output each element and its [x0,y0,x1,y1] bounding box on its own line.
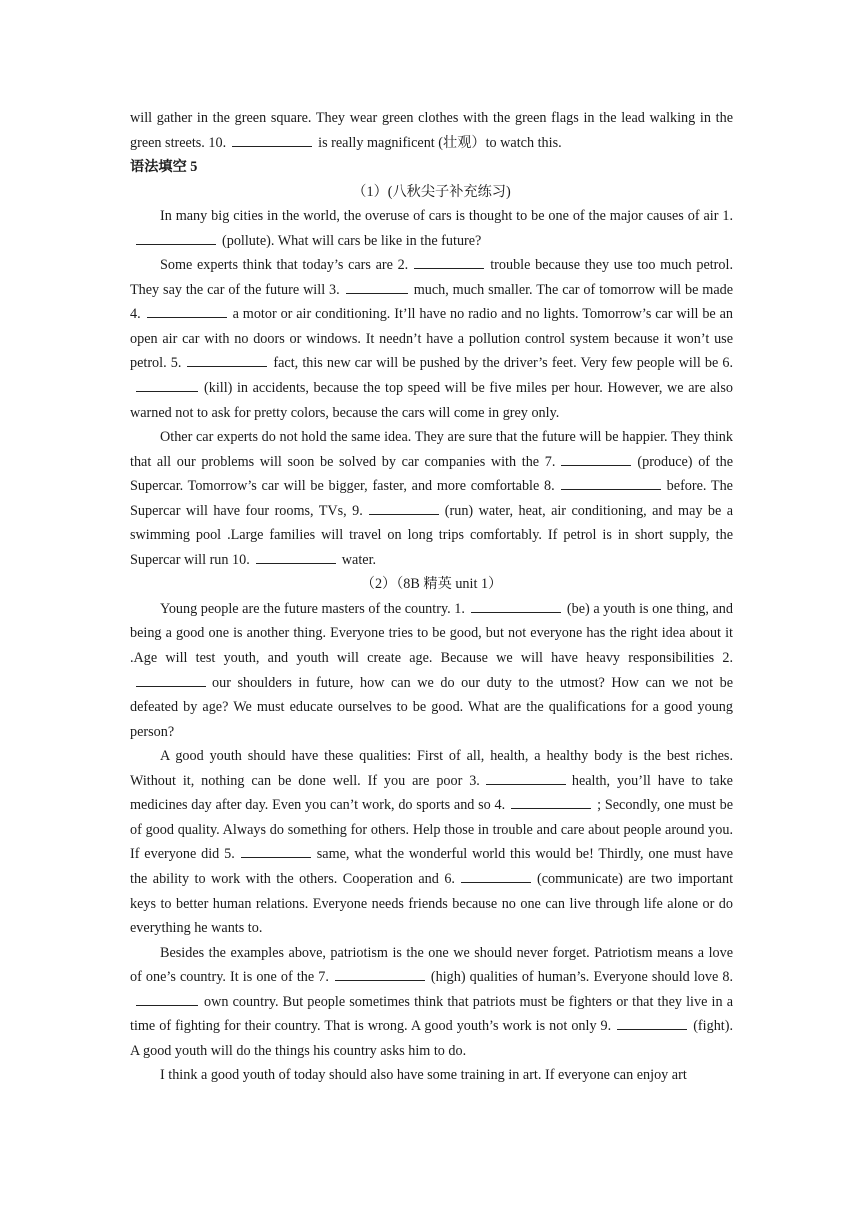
answer-blank-s1-10[interactable] [256,548,336,564]
s2p3-text-b: (high) qualities of human’s. Everyone should love 8. [430,969,733,986]
answer-blank-s2-8[interactable] [136,990,198,1006]
answer-blank-s1-6[interactable] [136,376,198,392]
s2p3-text-a: Besides the examples above, patriotism is the one we should never forget. Patriotism means a love of one’s country. It is one of the 7. [130,944,733,986]
s2p2-text-c: ; Secondly, one must be of good quality. Always do something for others. Help those in trouble and care about people around you. If everyone did 5. [130,797,733,863]
intro-text-a: will gather in the green square. They wear green clothes with the green flags in the lead walking in the green streets. 10. [130,110,733,151]
section-1-paragraph-2 [130,253,733,425]
section-2-paragraph-3 [130,941,733,1064]
answer-blank-s1-5[interactable] [187,351,267,367]
section-2-title: （2）（8B 精英 unit 1） [360,576,503,593]
section-1-title: （1）(八秋尖子补充练习) [352,183,511,200]
answer-blank-s2-7[interactable] [335,965,425,981]
intro-text-b: is really magnificent (壮观）to watch this. [318,134,562,151]
s1p3-text-e: water. [341,551,377,568]
answer-blank-s2-6[interactable] [461,867,531,883]
s1p3-text-c: before. The Supercar will have four rooms, TVs, 9. [130,478,733,519]
s2p2-text-d: same, what the wonderful world this would be! Thirdly, one must have the ability to work with the others. Cooperation and 6. [130,846,733,887]
answer-blank-s2-4[interactable] [511,793,591,809]
s2p1-text-a: Young people are the future masters of the country. 1. [160,600,465,617]
answer-blank-s2-2[interactable] [136,671,206,687]
answer-blank-s2-3[interactable] [486,769,566,785]
s1p1-text-b: (pollute). What will cars be like in the future? [222,232,482,249]
answer-blank-s1-8[interactable] [561,474,661,490]
s2p2-text-a: A good youth should have these qualities: First of all, health, a healthy body is the best riches. Without it, nothing can be done well. If you are poor 3. [130,748,733,789]
s2p1-text-c: our shoulders in future, how can we do our duty to the utmost? How can we not be defeated by age? We must educate ourselves to be good. What are the qualifications for a good young person? [130,674,733,740]
section-heading: 语法填空 5 [130,159,198,176]
answer-blank-10[interactable] [232,131,312,147]
answer-blank-s1-1[interactable] [136,229,216,245]
section-2-paragraph-2 [130,744,733,940]
s1p2-text-c: much, much smaller. The car of tomorrow will be made 4. [130,281,734,323]
s1p3-text-a: Other car experts do not hold the same idea. They are sure that the future will be happier. They think that all our problems will soon be solved by car companies with the 7. [130,429,733,470]
s2p1-text-b: (be) a youth is one thing, and being a good one is another thing. Everyone tries to be good, but not everyone has the right idea about it .Age will test youth, and youth will create age. Because we will have heavy responsibilities 2. [130,600,733,667]
answer-blank-s1-3[interactable] [346,278,408,294]
s1p2-text-b: trouble because they use too much petrol. They say the car of the future will 3. [130,257,733,298]
answer-blank-s2-9[interactable] [617,1014,687,1030]
section-2-paragraph-1 [130,597,733,744]
document-page [130,106,733,1088]
s1p3-text-d: (run) water, heat, air conditioning, and may be a swimming pool .Large families will travel on long trips comfortably. If petrol is in short supply, the Supercar will run 10. [130,502,733,568]
intro-paragraph [130,106,733,155]
s2p3-text-c: own country. But people sometimes think that patriots must be fighters or that they live in a time of fighting for their country. That is wrong. A good youth’s work is not only 9. [130,993,733,1035]
answer-blank-s1-9[interactable] [369,499,439,515]
s1p3-text-b: (produce) of the Supercar. Tomorrow’s car will be bigger, faster, and more comfortable 8. [130,453,733,495]
s2p3-text-d: (fight). A good youth will do the things his country asks him to do. [130,1018,733,1059]
answer-blank-s1-7[interactable] [561,450,631,466]
s1p1-text-a: In many big cities in the world, the overuse of cars is thought to be one of the major causes of air 1. [160,208,733,225]
s2p2-text-b: health, you’ll have to take medicines day after day. Even you can’t work, do sports and so 4. [130,772,733,814]
s1p2-text-a: Some experts think that today’s cars are 2. [160,257,409,274]
section-1-paragraph-1 [130,204,733,253]
s1p2-text-e: fact, this new car will be pushed by the driver’s feet. Very few people will be 6. [273,355,734,372]
answer-blank-s1-2[interactable] [414,253,484,269]
answer-blank-s1-4[interactable] [147,302,227,318]
section-2-paragraph-4: I think a good youth of today should also have some training in art. If everyone can enjoy art [160,1067,687,1084]
section-1-paragraph-3 [130,425,733,572]
s2p2-text-e: (communicate) are two important keys to better human relations. Everyone needs friends because no one can live through life alone or do everything he wants to. [130,870,734,937]
answer-blank-s2-1[interactable] [471,597,561,613]
s1p2-text-d: a motor or air conditioning. It’ll have no radio and no lights. Tomorrow’s car will be an open air car with no doors or windows. It needn’t have a pollution control system because it won’t use petrol. 5. [130,306,733,372]
s1p2-text-f: (kill) in accidents, because the top speed will be five miles per hour. However, we are also warned not to ask for pretty colors, because the cars will come in grey only. [130,380,733,421]
answer-blank-s2-5[interactable] [241,842,311,858]
